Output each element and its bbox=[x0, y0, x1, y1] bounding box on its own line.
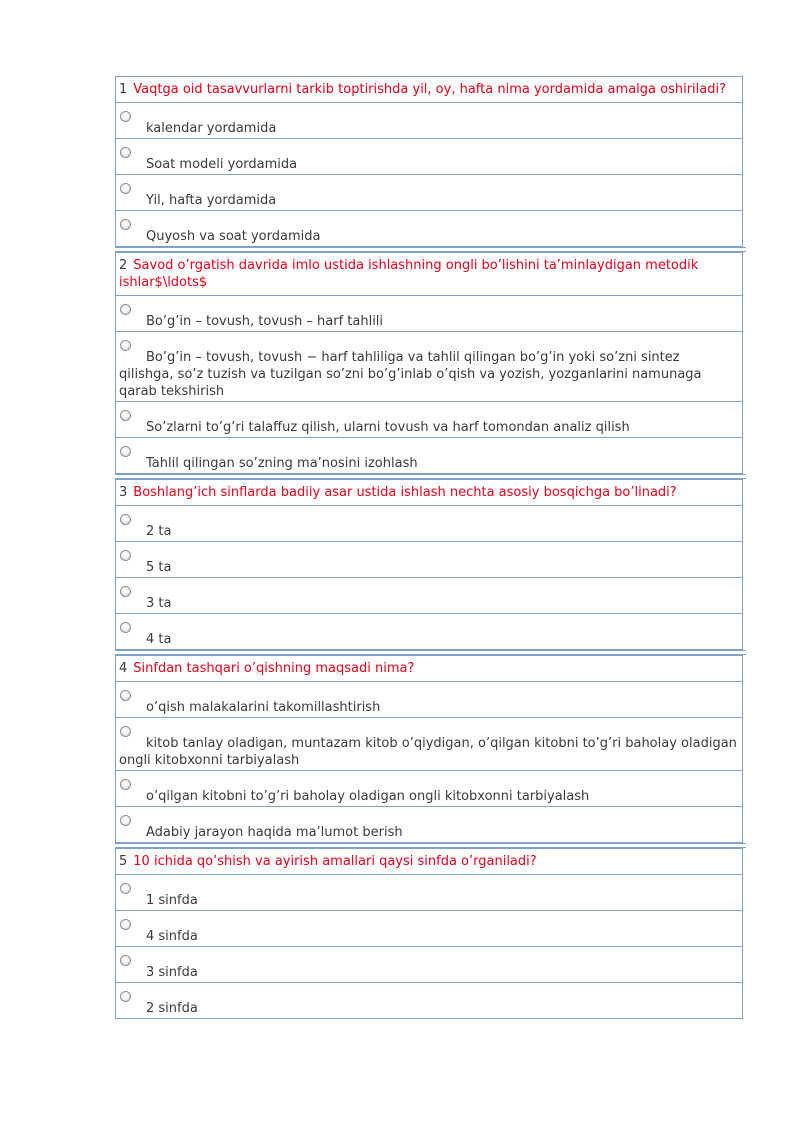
answer-option[interactable] bbox=[116, 983, 742, 1019]
question-block bbox=[115, 479, 743, 650]
question-text: Sinfdan tashqari o’qishning maqsadi nima? bbox=[133, 661, 415, 676]
answer-option[interactable] bbox=[116, 438, 742, 474]
answer-option[interactable] bbox=[116, 947, 742, 983]
answer-option[interactable] bbox=[116, 614, 742, 650]
radio-button-icon[interactable] bbox=[120, 622, 131, 633]
answer-option-label: 2 sinfda bbox=[146, 1001, 198, 1016]
answer-option[interactable] bbox=[116, 139, 742, 175]
answer-option[interactable] bbox=[116, 175, 742, 211]
answer-option[interactable] bbox=[116, 718, 742, 771]
answer-option-label: 3 ta bbox=[146, 596, 172, 611]
question-text: Savod o’rgatish davrida imlo ustida ishlashning ongli bo’lishini ta’minlaydigan metodik ishlar$\ldots$ bbox=[119, 258, 699, 290]
quiz bbox=[115, 76, 743, 1019]
answer-option-label: o’qilgan kitobni to’g’ri baholay oladigan ongli kitobxonni tarbiyalash bbox=[146, 789, 590, 804]
radio-button-icon[interactable] bbox=[120, 446, 131, 457]
question-block bbox=[115, 252, 743, 474]
radio-button-icon[interactable] bbox=[120, 550, 131, 561]
question-header bbox=[116, 253, 742, 296]
answer-option[interactable] bbox=[116, 103, 742, 139]
question-block bbox=[115, 848, 743, 1019]
radio-button-icon[interactable] bbox=[120, 919, 131, 930]
answer-option-label: Bo’g’in – tovush, tovush − harf tahliliga va tahlil qilingan bo’g’in yoki so’zni sintez qilishga, so’z tuzish va tuzilgan so’zni bo’g’inlab o’qish va yozish, yozganlarini namunaga qarab tekshirish bbox=[119, 350, 702, 399]
question-header bbox=[116, 77, 742, 103]
question-text: 10 ichida qo’shish va ayirish amallari qaysi sinfda o’rganiladi? bbox=[133, 854, 537, 869]
answer-option-label: So’zlarni to’g’ri talaffuz qilish, ularni tovush va harf tomondan analiz qilish bbox=[146, 420, 630, 435]
question-header bbox=[116, 480, 742, 506]
answer-option-label: kalendar yordamida bbox=[146, 121, 277, 136]
radio-button-icon[interactable] bbox=[120, 514, 131, 525]
radio-button-icon[interactable] bbox=[120, 219, 131, 230]
answer-option[interactable] bbox=[116, 542, 742, 578]
radio-button-icon[interactable] bbox=[120, 586, 131, 597]
answer-option-label: kitob tanlay oladigan, muntazam kitob o’qiydigan, o’qilgan kitobni to’g’ri baholay oladigan ongli kitobxonni tarbiyalash bbox=[119, 736, 737, 768]
radio-button-icon[interactable] bbox=[120, 147, 131, 158]
question-number: 1 bbox=[119, 82, 128, 97]
radio-button-icon[interactable] bbox=[120, 883, 131, 894]
answer-option[interactable] bbox=[116, 682, 742, 718]
answer-option[interactable] bbox=[116, 332, 742, 402]
answer-option-label: o’qish malakalarini takomillashtirish bbox=[146, 700, 381, 715]
answer-option[interactable] bbox=[116, 771, 742, 807]
question-header bbox=[116, 656, 742, 682]
radio-button-icon[interactable] bbox=[120, 111, 131, 122]
answer-option-label: Yil, hafta yordamida bbox=[146, 193, 277, 208]
answer-option[interactable] bbox=[116, 911, 742, 947]
answer-option-label: 5 ta bbox=[146, 560, 172, 575]
radio-button-icon[interactable] bbox=[120, 815, 131, 826]
answer-option[interactable] bbox=[116, 402, 742, 438]
question-text: Vaqtga oid tasavvurlarni tarkib toptirishda yil, oy, hafta nima yordamida amalga oshiriladi? bbox=[133, 82, 726, 97]
answer-option-label: 1 sinfda bbox=[146, 893, 198, 908]
question-text: Boshlang’ich sinflarda badiiy asar ustida ishlash nechta asosiy bosqichga bo’linadi? bbox=[133, 485, 677, 500]
answer-option[interactable] bbox=[116, 506, 742, 542]
answer-option-label: 4 ta bbox=[146, 632, 172, 647]
radio-button-icon[interactable] bbox=[120, 183, 131, 194]
question-number: 5 bbox=[119, 854, 128, 869]
answer-option-label: Tahlil qilingan so’zning ma’nosini izohlash bbox=[146, 456, 418, 471]
answer-option-label: Quyosh va soat yordamida bbox=[146, 229, 321, 244]
answer-option[interactable] bbox=[116, 807, 742, 843]
radio-button-icon[interactable] bbox=[120, 304, 131, 315]
answer-option[interactable] bbox=[116, 578, 742, 614]
answer-option-label: Adabiy jarayon haqida ma’lumot berish bbox=[146, 825, 403, 840]
radio-button-icon[interactable] bbox=[120, 779, 131, 790]
answer-option-label: Bo’g’in – tovush, tovush – harf tahlili bbox=[146, 314, 384, 329]
answer-option-label: 3 sinfda bbox=[146, 965, 198, 980]
question-header bbox=[116, 849, 742, 875]
question-number: 2 bbox=[119, 258, 128, 273]
question-block bbox=[115, 76, 743, 247]
radio-button-icon[interactable] bbox=[120, 690, 131, 701]
question-number: 4 bbox=[119, 661, 128, 676]
answer-option[interactable] bbox=[116, 875, 742, 911]
radio-button-icon[interactable] bbox=[120, 955, 131, 966]
radio-button-icon[interactable] bbox=[120, 991, 131, 1002]
answer-option-label: 2 ta bbox=[146, 524, 172, 539]
answer-option-label: 4 sinfda bbox=[146, 929, 198, 944]
answer-option[interactable] bbox=[116, 296, 742, 332]
answer-option-label: Soat modeli yordamida bbox=[146, 157, 298, 172]
question-block bbox=[115, 655, 743, 843]
radio-button-icon[interactable] bbox=[120, 410, 131, 421]
radio-button-icon[interactable] bbox=[120, 726, 131, 737]
question-number: 3 bbox=[119, 485, 128, 500]
radio-button-icon[interactable] bbox=[120, 340, 131, 351]
answer-option[interactable] bbox=[116, 211, 742, 247]
